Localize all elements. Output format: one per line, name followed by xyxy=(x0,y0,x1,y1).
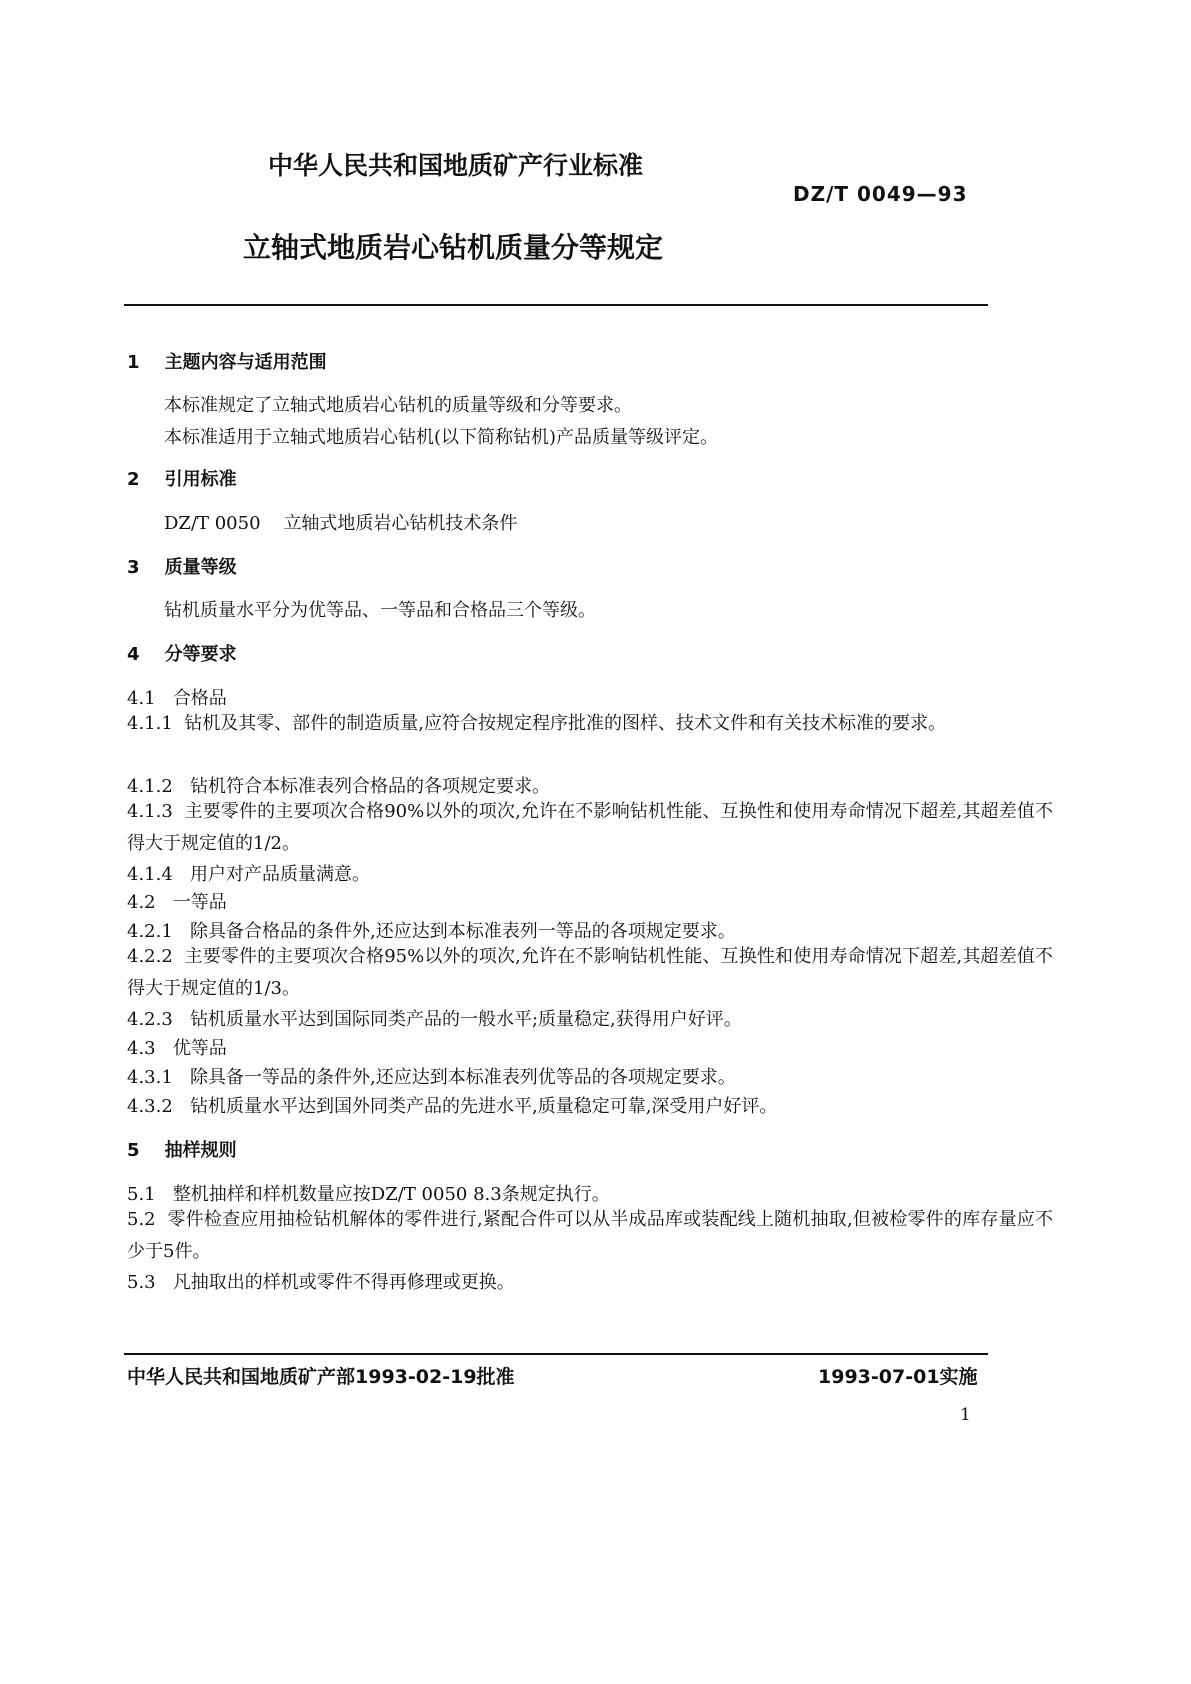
clause-number: 4.1 xyxy=(127,688,156,709)
clause-number: 4.3.2 xyxy=(127,1096,173,1117)
clause-4-1 xyxy=(127,684,227,710)
clause-number: 4.2.1 xyxy=(127,921,173,942)
clause-4-3 xyxy=(127,1034,227,1060)
clause-4-2-2 xyxy=(127,941,1053,1005)
clause-number: 4.1.1 xyxy=(127,713,173,734)
section-title: 抽样规则 xyxy=(164,1140,237,1161)
page-number: 1 xyxy=(960,1405,971,1425)
clause-number: 4.2.3 xyxy=(127,1009,173,1030)
effective-date: 1993-07-01实施 xyxy=(818,1366,978,1388)
section-number: 5 xyxy=(127,1140,140,1161)
clause-5-2 xyxy=(127,1204,1053,1268)
reference-entry xyxy=(164,509,517,535)
clause-text: 零件检查应用抽检钻机解体的零件进行,紧配合件可以从半成品库或装配线上随机抽取,但被检零件的库存量应不少于5件。 xyxy=(127,1209,1053,1262)
clause-number: 4.2 xyxy=(127,892,156,913)
clause-text: 除具备一等品的条件外,还应达到本标准表列优等品的各项规定要求。 xyxy=(189,1067,736,1088)
paragraph: 本标准适用于立轴式地质岩心钻机(以下简称钻机)产品质量等级评定。 xyxy=(164,427,719,448)
clause-number: 4.3 xyxy=(127,1038,156,1059)
clause-text: 凡抽取出的样机或零件不得再修理或更换。 xyxy=(172,1272,515,1293)
section-2-heading xyxy=(127,465,237,491)
footer-rule xyxy=(124,1353,988,1355)
clause-text: 整机抽样和样机数量应按DZ/T 0050 8.3条规定执行。 xyxy=(172,1184,610,1205)
clause-text: 钻机质量水平达到国外同类产品的先进水平,质量稳定可靠,深受用户好评。 xyxy=(189,1096,778,1117)
section-title: 分等要求 xyxy=(164,644,237,665)
clause-number: 4.1.4 xyxy=(127,864,173,885)
section-number: 4 xyxy=(127,644,140,665)
clause-text: 主要零件的主要项次合格95%以外的项次,允许在不影响钻机性能、互换性和使用寿命情况下超差,其超差值不得大于规定值的1/3。 xyxy=(127,946,1053,999)
section-number: 1 xyxy=(127,352,140,373)
clause-text: 钻机及其零、部件的制造质量,应符合按规定程序批准的图样、技术文件和有关技术标准的要求。 xyxy=(184,713,946,734)
section-5-heading xyxy=(127,1136,237,1162)
clause-4-2-1 xyxy=(127,917,736,943)
standard-code: DZ/T 0049—93 xyxy=(793,182,968,206)
clause-number: 5.2 xyxy=(127,1209,156,1230)
clause-4-1-4 xyxy=(127,860,370,886)
clause-text: 用户对产品质量满意。 xyxy=(189,864,370,885)
clause-text: 钻机符合本标准表列合格品的各项规定要求。 xyxy=(189,776,550,797)
clause-title: 优等品 xyxy=(172,1038,227,1059)
section-number: 2 xyxy=(127,469,140,490)
clause-5-3 xyxy=(127,1268,515,1294)
reference-code: DZ/T 0050 xyxy=(164,513,261,534)
document-title: 立轴式地质岩心钻机质量分等规定 xyxy=(243,231,664,264)
clause-4-3-1 xyxy=(127,1063,736,1089)
clause-text: 钻机质量水平达到国际同类产品的一般水平;质量稳定,获得用户好评。 xyxy=(189,1009,742,1030)
section-number: 3 xyxy=(127,557,140,578)
clause-text: 主要零件的主要项次合格90%以外的项次,允许在不影响钻机性能、互换性和使用寿命情况下超差,其超差值不得大于规定值的1/2。 xyxy=(127,801,1053,854)
header-rule xyxy=(124,304,988,306)
clause-number: 4.2.2 xyxy=(127,946,173,967)
section-title: 质量等级 xyxy=(164,557,237,578)
org-title: 中华人民共和国地质矿产行业标准 xyxy=(268,151,644,180)
section-3-heading xyxy=(127,553,237,579)
clause-4-2-3 xyxy=(127,1005,742,1031)
clause-number: 4.3.1 xyxy=(127,1067,173,1088)
clause-4-1-1 xyxy=(127,708,1053,740)
clause-4-1-3 xyxy=(127,796,1053,860)
clause-5-1 xyxy=(127,1180,610,1206)
clause-title: 合格品 xyxy=(172,688,227,709)
clause-text: 除具备合格品的条件外,还应达到本标准表列一等品的各项规定要求。 xyxy=(189,921,736,942)
clause-number: 4.1.2 xyxy=(127,776,173,797)
section-title: 引用标准 xyxy=(164,469,237,490)
clause-4-2 xyxy=(127,888,227,914)
paragraph: 本标准规定了立轴式地质岩心钻机的质量等级和分等要求。 xyxy=(164,395,632,416)
section-title: 主题内容与适用范围 xyxy=(164,352,327,373)
section-1-heading xyxy=(127,348,327,374)
clause-4-1-2 xyxy=(127,772,550,798)
clause-number: 5.1 xyxy=(127,1184,156,1205)
reference-title: 立轴式地质岩心钻机技术条件 xyxy=(283,513,518,534)
clause-title: 一等品 xyxy=(172,892,227,913)
clause-4-3-2 xyxy=(127,1092,777,1118)
section-4-heading xyxy=(127,640,237,666)
clause-number: 4.1.3 xyxy=(127,801,173,822)
clause-number: 5.3 xyxy=(127,1272,156,1293)
paragraph: 钻机质量水平分为优等品、一等品和合格品三个等级。 xyxy=(164,600,596,621)
approval-line: 中华人民共和国地质矿产部1993-02-19批准 xyxy=(127,1366,515,1388)
